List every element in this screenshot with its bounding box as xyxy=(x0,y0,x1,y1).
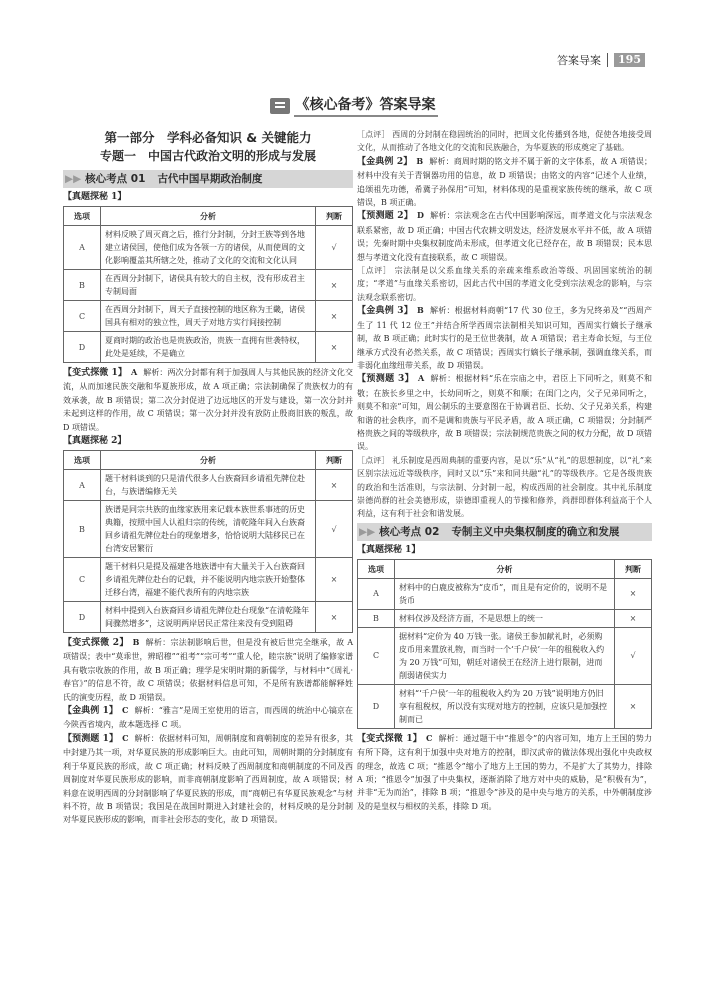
comment-label: ［点评］ xyxy=(357,455,390,465)
answer: B xyxy=(417,305,424,316)
analysis: 材料反映了周灭商之后，推行分封制，分封王族等到各地建立诸侯国，使他们成为各领一方的诸侯，从而使周的文化影响覆盖其所辖之处，推动了文化的交流和文化认同 xyxy=(101,226,316,270)
key-point-01-banner xyxy=(63,170,353,188)
key-point-label: 核心考点 01 xyxy=(85,173,146,185)
table-row xyxy=(64,301,353,332)
judgement: √ xyxy=(615,627,652,684)
option: A xyxy=(64,226,101,270)
comment-text: 宗法制是以父系血缘关系的亲疏来维系政治等级、巩固国家统治的制度；“孝道”与血缘关系密切，因此古代中国的孝道文化受到宗法观念的影响，与宗法观念联系密切。 xyxy=(357,266,653,302)
col-judgement: 判断 xyxy=(316,207,353,226)
answer: A xyxy=(130,367,138,377)
table3-heading: 【真题探秘 1】 xyxy=(357,544,421,555)
analysis: 材料中提到入台族裔回乡请祖先牌位赴台现象“在清乾隆年间骤然增多”，这说明两岸居民正常往来没有受到阻碍 xyxy=(101,602,316,633)
header-section: 答案导案 xyxy=(557,54,602,67)
item-label: 【金典例 2】 xyxy=(357,156,413,167)
analysis: 材料“‘千户侯’一年的租税收入约为 20 万钱”说明地方仍旧享有租税权，所以没有实现对地方的控制，应该只是加强控制而已 xyxy=(395,684,615,728)
analysis: 材料中的白鹿皮被称为“皮币”，而且是有定价的，说明不是货币 xyxy=(395,578,615,609)
key-point-title: 古代中国早期政治制度 xyxy=(157,173,263,185)
analysis-table-3 xyxy=(357,559,652,729)
explanation-text: 解析：宗法观念在古代中国影响深远，而孝道文化与宗法观念联系紧密，故 D 项正确；中国古代农耕文明发达，经济发展水平并不低，故 A 项错误；先秦时期中央集权制度尚未形成，但孝道文化已经存在，故 B 项错误；民本思想与孝道文化没有直接联系，故 C 项错误。 xyxy=(357,211,652,262)
item-label: 【变式探微 1】 xyxy=(63,368,127,378)
table-row xyxy=(64,501,353,558)
analysis: 材料仅涉及经济方面，不是思想上的统一 xyxy=(395,609,615,627)
item-label: 【变式探微 1】 xyxy=(357,733,423,744)
explanation-text: 解析：根据材料商朝“17 代 30 位王，多为兄终弟及”“西周产生了 11 代 12 位王”并结合所学西周宗法制相关知识可知，西周实行嫡长子继承制，故 B 项正确；此时实行的是王位世袭制，故 A 项错误；君主寿命长短，与王位继承方式没有必然关系，故 C 项错误；西周实行嫡长子继承制，强调血缘关系，而非弱化血缘纽带关系，故 D 项错误。 xyxy=(357,306,652,370)
item-label: 【预测题 3】 xyxy=(357,374,414,385)
option: C xyxy=(64,558,101,602)
item-label: 【预测题 1】 xyxy=(63,733,119,744)
answer: C xyxy=(122,732,129,743)
left-column xyxy=(63,128,353,827)
key-point-title: 专制主义中央集权制度的确立和发展 xyxy=(451,525,620,538)
document-title-text: 《核心备考》答案导案 xyxy=(294,94,438,117)
variant-3-explanation xyxy=(357,732,652,813)
judgement: × xyxy=(316,558,353,602)
explanation-text: 解析：“雅言”是周王室使用的语言，而西周的统治中心镐京在今陕西省境内，故本题选择 C 项。 xyxy=(63,706,353,730)
col-option: 选项 xyxy=(64,451,101,470)
analysis: 题干材料谈到的只是清代很多人台族裔回乡请祖先牌位赴台，与族谱编修无关 xyxy=(101,470,316,501)
right-column xyxy=(357,128,652,813)
explanation-text: 解析：商周时期的铭文并不属于新的文字体系，故 A 项错误；材料中没有关于青铜器功用的信息，故 D 项错误；由铭文的内容“记述个人业绩，追颂祖先功德，希冀子孙保用”可知，材料体现的是重视家族传统的继承，故 C 项错误，B 项正确。 xyxy=(357,156,652,208)
analysis: 在西周分封制下，诸侯具有较大的自主权，没有形成君主专制局面 xyxy=(101,270,316,301)
explanation-text: 解析：根据材料“乐在宗庙之中，君臣上下同听之，则莫不和敬；在族长乡里之中，长幼同听之，则莫不和顺；在闺门之内，父子兄弟同听之，则莫不和亲”可知，周公制乐的主要意图在于协调君臣、长幼、父子兄弟关系，构建和谐的社会秩序，而不是调和贵族与平民矛盾，故 A 项正确，C 项错误；分封制严格贵族之间的等级秩序，故 B 项错误；宗法制规范贵族之间的权力分配，故 D 项错误。 xyxy=(357,374,652,452)
judgement: × xyxy=(615,578,652,609)
table-header-row xyxy=(358,559,652,578)
prediction-2 xyxy=(357,209,652,264)
table-row xyxy=(358,627,652,684)
analysis: 据材料“定价为 40 万钱一张。诸侯王参加献礼时，必须购皮币用来置放礼物，而当时一个‘千户侯’一年的租税收入约为 20 万钱”可知，朝廷对诸侯王在经济上进行限制，进而削弱诸侯实力 xyxy=(395,627,615,684)
table-header-row xyxy=(64,207,353,226)
col-judgement: 判断 xyxy=(316,451,353,470)
col-judgement: 判断 xyxy=(615,559,652,578)
col-analysis: 分析 xyxy=(101,451,316,470)
option: B xyxy=(64,501,101,558)
judgement: √ xyxy=(316,226,353,270)
table-row xyxy=(64,558,353,602)
comment-label: ［点评］ xyxy=(357,266,392,276)
table-row xyxy=(64,332,353,363)
answer: B xyxy=(132,637,140,648)
table-row xyxy=(358,684,652,728)
comment-label: ［点评］ xyxy=(357,130,390,139)
analysis-table-1 xyxy=(63,206,353,363)
analysis: 题干材料只是提及福建各地族谱中有大量关于入台族裔回乡请祖先牌位赴台的记载，并不能说明内地宗族开始整体迁移台湾，福建不能代表所有的内地宗族 xyxy=(101,558,316,602)
variant-1-explanation xyxy=(63,366,353,434)
judgement: × xyxy=(615,609,652,627)
table-row xyxy=(358,578,652,609)
item-label: 【变式探微 2】 xyxy=(63,638,129,649)
judgement: √ xyxy=(316,501,353,558)
item-label: 【金典例 1】 xyxy=(63,706,119,717)
comment-text: 礼乐制度是西周典制的重要内容，是以“乐”从“礼”的思想制度，以“礼”来区别宗法远近等级秩序，同时又以“乐”来和同共融“礼”的等级秩序。它是各级贵族的政治和生活准则，与宗法制、分封制一起，构成西周的社会制度。其中礼乐制度崇德尚群的社会美德形成，崇德即重视人的节操和修养，尚群即群体利益高于个人利益，这有利于社会和谐发展。 xyxy=(357,455,653,519)
explanation-text: 解析：宗法制影响后世，但是没有被后世完全继承，故 A 项错误；表中“莫乖世，辨昭穆”“祖考”“宗可考”“重人伦，睦宗族”说明了编修家谱具有敬宗收族的作用，故 B 项正确；理学是宋明时期的新儒学，与材料中“《周礼·春官》”的信息不符，故 C 项错误；依据材料信息可知，不是所有族谱都能解释姓氏的演变历程，故 D 项错误。 xyxy=(63,638,353,702)
option: D xyxy=(64,602,101,633)
running-header xyxy=(557,52,645,68)
header-divider xyxy=(607,53,608,67)
arrow-icon: ▶▶ xyxy=(359,525,376,538)
col-analysis: 分析 xyxy=(395,559,615,578)
classic-example-2 xyxy=(357,155,652,210)
analysis-table-2 xyxy=(63,450,353,633)
key-point-label: 核心考点 02 xyxy=(379,525,440,538)
key-point-02-banner xyxy=(357,523,652,541)
table2-heading: 【真题探秘 2】 xyxy=(63,436,127,447)
judgement: × xyxy=(316,301,353,332)
explanation-text: 解析：通过题干中“推恩令”的内容可知，地方上王国的势力有所下降，这有利于加强中央对地方的控制，即汉武帝的做法体现出强化中央政权的理念，故选 C 项；“推恩令”缩小了地方上王国的势力，不是扩大了其势力，排除 A 项；“推恩令”加强了中央集权，逐渐消除了地方对中央的威胁，是“积极有为”，并非“无为而治”，排除 B 项；“推恩令”涉及的是中央与地方的关系，中外朝制度涉及的是皇权与相权的关系，排除 D 项。 xyxy=(357,733,652,811)
answer: C xyxy=(122,705,129,716)
answer: C xyxy=(426,732,433,743)
judgement: × xyxy=(316,270,353,301)
judgement: × xyxy=(316,602,353,633)
answer: D xyxy=(416,210,424,221)
explanation-text: 解析：依据材料可知，周朝制度和商朝制度的差异有很多，其中封建乃其一项，对华夏民族的形成影响巨大。由此可知，周朝时期的分封制度有利于华夏民族的形成，故 C 项正确；材料反映了西周制度和商朝制度的不同及西周制度对华夏民族形成的影响，而非商朝制度影响了西周制度，故 A 项错误；材料意在说明西周的分封制影响了华夏民族的形成，而“商朝已有华夏民族观念”与材料不符，故 B 项错误；我国是在战国时期进入封建社会的，材料反映的是分封制对华夏民族形成的影响，而非社会形态的变化，故 D 项错误。 xyxy=(63,733,353,825)
col-analysis: 分析 xyxy=(101,207,316,226)
analysis: 夏商时期的政治也是贵族政治，贵族一直拥有世袭特权，此处是延续，不是确立 xyxy=(101,332,316,363)
col-option: 选项 xyxy=(358,559,395,578)
topic-title: 专题一 中国古代政治文明的形成与发展 xyxy=(99,149,316,163)
explanation-text: 解析：两次分封都有利于加强周人与其他民族的经济文化交流，从而加速民族交融和华夏族形成，故 A 项正确；宗法制确保了贵族权力的有效承袭，故 B 项错误；第二次分封促进了边远地区的开发与建设，第一次分封并未起到这样的作用，故 C 项错误；第一次分封并没有放防止殷商旧族的叛乱，故 D 项错误。 xyxy=(63,368,354,432)
table-row xyxy=(64,270,353,301)
answer: B xyxy=(416,155,424,166)
option: D xyxy=(64,332,101,363)
option: B xyxy=(358,609,395,627)
table1-heading: 【真题探秘 1】 xyxy=(63,192,127,202)
variant-2-explanation xyxy=(63,636,353,704)
table-row xyxy=(64,226,353,270)
analysis: 族谱是同宗共族的血缘家族用来记载本族世系事迹的历史典籍，按照中国人认祖归宗的传统，清乾隆年间入台族裔回乡请祖先牌位赴台的现象增多，恰恰说明大陆移民已在台湾安居繁衍 xyxy=(101,501,316,558)
comment-text: 西周的分封制在稳固统治的同时，把周文化传播到各地，促使各地接受周文化，从而推动了各地文化的交流和民族融合，为华夏族的形成奠定了基础。 xyxy=(357,130,653,153)
option: C xyxy=(358,627,395,684)
classic-example-1 xyxy=(63,704,353,732)
comment-3 xyxy=(357,454,652,521)
judgement: × xyxy=(316,332,353,363)
book-icon xyxy=(270,98,290,114)
document-title xyxy=(0,94,707,117)
option: D xyxy=(358,684,395,728)
comment-2 xyxy=(357,264,652,304)
table-row xyxy=(64,602,353,633)
option: B xyxy=(64,270,101,301)
analysis: 在西周分封制下，周天子直接控制的地区称为王畿，诸侯国具有相对的独立性，周天子对地方实行间接控制 xyxy=(101,301,316,332)
comment-1 xyxy=(357,128,652,155)
arrow-icon: ▶▶ xyxy=(65,173,82,185)
item-label: 【金典例 3】 xyxy=(357,306,413,317)
part-title: 第一部分 学科必备知识 & 关键能力 xyxy=(104,130,312,145)
classic-example-3 xyxy=(357,304,652,372)
option: C xyxy=(64,301,101,332)
table-row xyxy=(358,609,652,627)
table-header-row xyxy=(64,451,353,470)
table-row xyxy=(64,470,353,501)
page-number: 195 xyxy=(614,53,645,67)
judgement: × xyxy=(316,470,353,501)
option: A xyxy=(358,578,395,609)
prediction-1 xyxy=(63,732,353,827)
col-option: 选项 xyxy=(64,207,101,226)
answer: A xyxy=(417,373,425,384)
item-label: 【预测题 2】 xyxy=(357,211,413,222)
judgement: × xyxy=(615,684,652,728)
prediction-3 xyxy=(357,372,652,453)
option: A xyxy=(64,470,101,501)
